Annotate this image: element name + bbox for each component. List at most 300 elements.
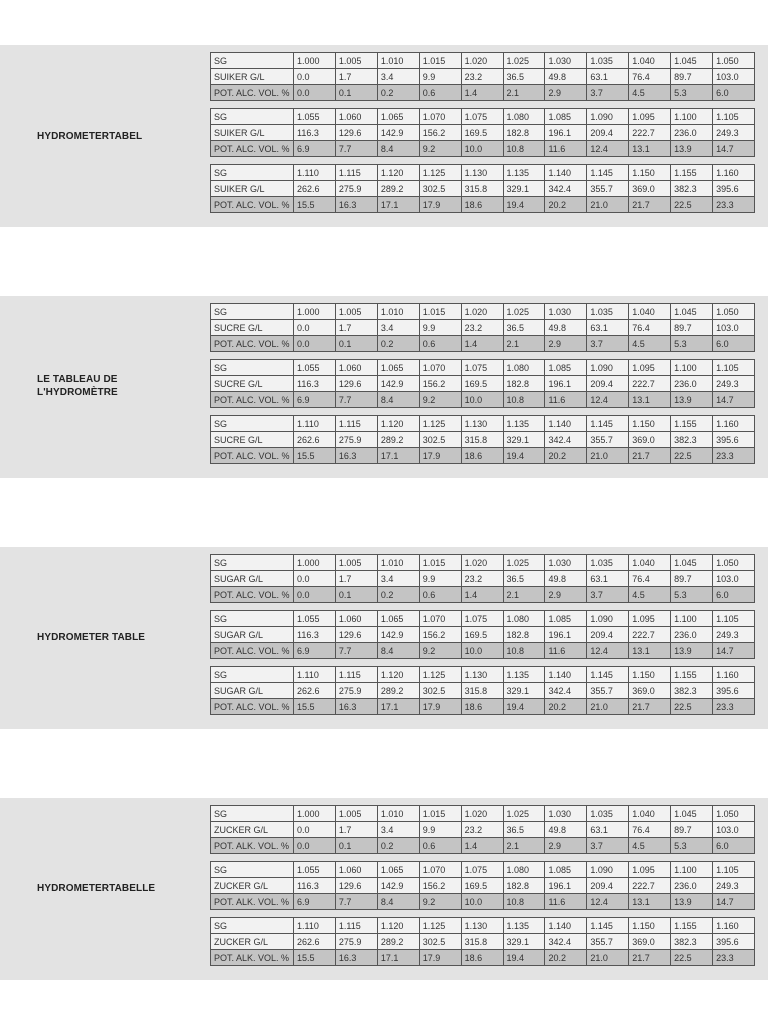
hydrometer-table [210,610,755,659]
row-label: POT. ALC. VOL. % [211,141,294,157]
table-cell: 0.6 [419,838,461,854]
table-cell: 2.1 [503,85,545,101]
table-cell: 222.7 [629,878,671,894]
table-cell: 63.1 [587,69,629,85]
table-cell: 36.5 [503,822,545,838]
table-cell: 1.150 [629,918,671,934]
hydrometer-table [210,164,755,213]
table-cell: 1.160 [713,165,755,181]
table-cell: 315.8 [461,432,503,448]
table-cell: 1.025 [503,53,545,69]
table-cell: 0.0 [294,336,336,352]
table-cell: 10.0 [461,894,503,910]
table-cell: 1.155 [671,165,713,181]
table-cell: 1.130 [461,918,503,934]
table-cell: 63.1 [587,571,629,587]
table-cell: 22.5 [671,699,713,715]
table-cell: 11.6 [545,894,587,910]
table-cell: 5.3 [671,336,713,352]
table-cell: 355.7 [587,181,629,197]
table-cell: 0.1 [335,838,377,854]
table-cell: 89.7 [671,320,713,336]
table-cell: 395.6 [713,181,755,197]
table-cell: 11.6 [545,392,587,408]
table-cell: 142.9 [377,878,419,894]
table-cell: 13.1 [629,392,671,408]
row-label: POT. ALC. VOL. % [211,197,294,213]
table-cell: 1.040 [629,555,671,571]
row-label: SUIKER G/L [211,181,294,197]
hydrometer-section [0,45,768,227]
table-cell: 1.125 [419,918,461,934]
table-cell: 6.0 [713,85,755,101]
table-cell: 1.145 [587,667,629,683]
row-label: POT. ALC. VOL. % [211,448,294,464]
table-cell: 1.100 [671,611,713,627]
table-cell: 1.135 [503,165,545,181]
table-cell: 3.4 [377,69,419,85]
table-cell: 302.5 [419,181,461,197]
table-cell: 1.080 [503,360,545,376]
table-cell: 19.4 [503,197,545,213]
table-cell: 1.130 [461,165,503,181]
table-cell: 1.7 [335,320,377,336]
table-cell: 315.8 [461,181,503,197]
table-cell: 1.020 [461,53,503,69]
table-cell: 1.130 [461,667,503,683]
table-cell: 0.0 [294,85,336,101]
row-label: SG [211,360,294,376]
table-cell: 15.5 [294,197,336,213]
table-cell: 182.8 [503,376,545,392]
row-label: SUGAR G/L [211,571,294,587]
table-cell: 20.2 [545,950,587,966]
table-cell: 156.2 [419,627,461,643]
table-cell: 10.0 [461,643,503,659]
table-cell: 18.6 [461,950,503,966]
table-cell: 10.8 [503,141,545,157]
table-cell: 1.135 [503,416,545,432]
table-cell: 209.4 [587,627,629,643]
table-cell: 1.140 [545,165,587,181]
table-cell: 21.7 [629,950,671,966]
table-cell: 22.5 [671,197,713,213]
table-cell: 342.4 [545,683,587,699]
table-cell: 1.070 [419,611,461,627]
table-cell: 0.0 [294,838,336,854]
table-cell: 21.0 [587,197,629,213]
sugar-row [211,822,755,838]
table-cell: 21.0 [587,950,629,966]
row-label: POT. ALC. VOL. % [211,85,294,101]
table-cell: 76.4 [629,571,671,587]
table-cell: 156.2 [419,878,461,894]
table-cell: 1.075 [461,611,503,627]
table-cell: 9.2 [419,392,461,408]
sugar-row [211,571,755,587]
table-cell: 21.7 [629,197,671,213]
table-cell: 19.4 [503,950,545,966]
sugar-row [211,181,755,197]
table-cell: 21.0 [587,699,629,715]
table-cell: 196.1 [545,627,587,643]
table-cell: 17.1 [377,950,419,966]
table-cell: 236.0 [671,376,713,392]
table-cell: 10.8 [503,643,545,659]
table-cell: 1.155 [671,918,713,934]
table-cell: 262.6 [294,934,336,950]
table-cell: 1.095 [629,109,671,125]
table-cell: 1.155 [671,416,713,432]
table-cell: 182.8 [503,627,545,643]
table-cell: 116.3 [294,878,336,894]
row-label: SUCRE G/L [211,320,294,336]
sugar-row [211,432,755,448]
table-cell: 13.9 [671,894,713,910]
table-cell: 1.145 [587,918,629,934]
table-cell: 3.7 [587,336,629,352]
row-label: SG [211,555,294,571]
sg-row [211,165,755,181]
table-cell: 0.1 [335,336,377,352]
table-cell: 1.110 [294,416,336,432]
table-cell: 355.7 [587,683,629,699]
table-cell: 0.0 [294,587,336,603]
table-cell: 17.1 [377,699,419,715]
table-cell: 1.135 [503,918,545,934]
table-cell: 1.000 [294,304,336,320]
table-cell: 1.130 [461,416,503,432]
table-cell: 63.1 [587,822,629,838]
table-cell: 1.065 [377,611,419,627]
table-cell: 1.140 [545,918,587,934]
table-cell: 1.015 [419,555,461,571]
table-cell: 289.2 [377,432,419,448]
table-cell: 10.8 [503,392,545,408]
table-cell: 14.7 [713,894,755,910]
sugar-row [211,125,755,141]
table-cell: 19.4 [503,699,545,715]
table-cell: 7.7 [335,141,377,157]
row-label: ZUCKER G/L [211,822,294,838]
table-cell: 1.140 [545,667,587,683]
table-cell: 1.090 [587,862,629,878]
table-cell: 1.020 [461,555,503,571]
table-cell: 342.4 [545,181,587,197]
section-title: HYDROMETER TABLE [37,632,146,643]
table-cell: 1.100 [671,360,713,376]
row-label: SUGAR G/L [211,683,294,699]
table-cell: 49.8 [545,69,587,85]
table-cell: 1.140 [545,416,587,432]
table-cell: 1.055 [294,862,336,878]
table-cell: 16.3 [335,448,377,464]
row-label: SUCRE G/L [211,376,294,392]
table-cell: 2.9 [545,587,587,603]
table-cell: 1.035 [587,555,629,571]
table-cell: 1.115 [335,416,377,432]
table-cell: 1.040 [629,53,671,69]
table-cell: 275.9 [335,934,377,950]
table-cell: 1.065 [377,109,419,125]
table-cell: 3.4 [377,822,419,838]
table-cell: 1.030 [545,53,587,69]
table-cell: 209.4 [587,878,629,894]
alcohol-row [211,141,755,157]
sugar-row [211,69,755,85]
alcohol-row [211,336,755,352]
row-label: SG [211,862,294,878]
table-cell: 63.1 [587,320,629,336]
table-cell: 1.020 [461,304,503,320]
table-cell: 1.040 [629,304,671,320]
table-cell: 1.4 [461,85,503,101]
sg-row [211,862,755,878]
table-cell: 196.1 [545,376,587,392]
table-cell: 36.5 [503,69,545,85]
table-cell: 275.9 [335,432,377,448]
table-cell: 5.3 [671,85,713,101]
alcohol-row [211,950,755,966]
table-cell: 0.6 [419,85,461,101]
table-cell: 7.7 [335,392,377,408]
table-cell: 1.135 [503,667,545,683]
table-cell: 156.2 [419,376,461,392]
hydrometer-section [0,798,768,980]
table-cell: 8.4 [377,392,419,408]
table-cell: 1.4 [461,587,503,603]
table-cell: 1.075 [461,360,503,376]
table-cell: 1.100 [671,109,713,125]
section-title: HYDROMETERTABEL [37,131,143,142]
table-cell: 4.5 [629,838,671,854]
table-cell: 0.2 [377,587,419,603]
hydrometer-table [210,917,755,966]
table-cell: 17.9 [419,950,461,966]
table-cell: 23.3 [713,950,755,966]
table-cell: 129.6 [335,376,377,392]
table-cell: 103.0 [713,571,755,587]
table-cell: 156.2 [419,125,461,141]
table-cell: 2.1 [503,336,545,352]
table-cell: 1.150 [629,165,671,181]
table-cell: 1.000 [294,806,336,822]
table-cell: 20.2 [545,197,587,213]
table-cell: 249.3 [713,376,755,392]
table-cell: 382.3 [671,181,713,197]
table-cell: 6.9 [294,894,336,910]
table-cell: 14.7 [713,141,755,157]
hydrometer-table [210,554,755,603]
table-cell: 1.075 [461,109,503,125]
table-cell: 315.8 [461,934,503,950]
table-cell: 1.145 [587,416,629,432]
table-cell: 17.9 [419,699,461,715]
table-cell: 1.070 [419,360,461,376]
table-cell: 49.8 [545,571,587,587]
table-cell: 0.0 [294,320,336,336]
table-cell: 6.9 [294,141,336,157]
table-cell: 7.7 [335,894,377,910]
table-cell: 3.7 [587,85,629,101]
table-cell: 2.9 [545,838,587,854]
table-cell: 1.095 [629,360,671,376]
table-cell: 17.9 [419,448,461,464]
table-cell: 262.6 [294,432,336,448]
table-cell: 1.7 [335,571,377,587]
table-cell: 36.5 [503,571,545,587]
table-cell: 129.6 [335,627,377,643]
table-cell: 2.9 [545,85,587,101]
table-cell: 89.7 [671,822,713,838]
sg-row [211,806,755,822]
row-label: POT. ALC. VOL. % [211,643,294,659]
table-cell: 249.3 [713,627,755,643]
table-cell: 1.125 [419,667,461,683]
table-cell: 14.7 [713,392,755,408]
row-label: SG [211,611,294,627]
table-cell: 2.1 [503,838,545,854]
table-cell: 1.050 [713,555,755,571]
table-cell: 89.7 [671,69,713,85]
table-cell: 11.6 [545,643,587,659]
table-cell: 169.5 [461,125,503,141]
table-cell: 10.0 [461,392,503,408]
table-cell: 0.2 [377,336,419,352]
table-cell: 1.155 [671,667,713,683]
table-cell: 222.7 [629,627,671,643]
table-cell: 23.2 [461,571,503,587]
table-cell: 169.5 [461,627,503,643]
table-cell: 1.120 [377,918,419,934]
table-cell: 9.2 [419,141,461,157]
alcohol-row [211,392,755,408]
table-cell: 18.6 [461,197,503,213]
table-cell: 23.3 [713,699,755,715]
table-cell: 17.1 [377,197,419,213]
table-cell: 0.0 [294,822,336,838]
table-cell: 103.0 [713,69,755,85]
table-cell: 8.4 [377,141,419,157]
table-cell: 142.9 [377,376,419,392]
table-cell: 20.2 [545,448,587,464]
table-cell: 1.110 [294,667,336,683]
table-cell: 2.1 [503,587,545,603]
table-cell: 1.075 [461,862,503,878]
table-cell: 12.4 [587,643,629,659]
table-cell: 16.3 [335,699,377,715]
table-cell: 1.040 [629,806,671,822]
table-cell: 6.0 [713,587,755,603]
table-cell: 1.115 [335,165,377,181]
table-cell: 1.090 [587,109,629,125]
row-label: SG [211,416,294,432]
table-cell: 302.5 [419,934,461,950]
table-cell: 18.6 [461,699,503,715]
table-cell: 3.7 [587,838,629,854]
table-cell: 15.5 [294,950,336,966]
table-cell: 1.005 [335,555,377,571]
table-cell: 1.030 [545,806,587,822]
row-label: SG [211,918,294,934]
table-cell: 1.010 [377,304,419,320]
sugar-row [211,878,755,894]
row-label: SG [211,667,294,683]
table-cell: 116.3 [294,376,336,392]
row-label: SUCRE G/L [211,432,294,448]
table-cell: 249.3 [713,125,755,141]
sg-row [211,109,755,125]
table-cell: 15.5 [294,699,336,715]
table-cell: 9.2 [419,643,461,659]
table-cell: 342.4 [545,432,587,448]
table-cell: 6.9 [294,392,336,408]
table-cell: 1.090 [587,360,629,376]
table-cell: 13.1 [629,643,671,659]
table-cell: 1.045 [671,53,713,69]
table-cell: 196.1 [545,125,587,141]
sugar-row [211,376,755,392]
table-cell: 1.015 [419,53,461,69]
table-cell: 89.7 [671,571,713,587]
hydrometer-table [210,666,755,715]
table-cell: 1.005 [335,806,377,822]
table-cell: 9.9 [419,69,461,85]
table-cell: 17.9 [419,197,461,213]
table-cell: 0.2 [377,85,419,101]
table-cell: 1.035 [587,806,629,822]
table-cell: 1.045 [671,806,713,822]
table-cell: 369.0 [629,181,671,197]
table-cell: 1.085 [545,862,587,878]
table-cell: 275.9 [335,181,377,197]
table-cell: 129.6 [335,878,377,894]
table-cell: 0.0 [294,571,336,587]
table-cell: 1.060 [335,360,377,376]
table-cell: 329.1 [503,181,545,197]
table-cell: 1.045 [671,304,713,320]
table-cell: 7.7 [335,643,377,659]
table-cell: 249.3 [713,878,755,894]
table-cell: 0.2 [377,838,419,854]
table-cell: 16.3 [335,197,377,213]
table-cell: 103.0 [713,822,755,838]
table-cell: 1.025 [503,806,545,822]
table-cell: 18.6 [461,448,503,464]
table-cell: 1.120 [377,667,419,683]
table-cell: 395.6 [713,432,755,448]
table-cell: 0.6 [419,587,461,603]
table-cell: 103.0 [713,320,755,336]
table-cell: 0.0 [294,69,336,85]
table-cell: 1.150 [629,667,671,683]
table-cell: 1.050 [713,304,755,320]
table-cell: 1.005 [335,304,377,320]
table-cell: 315.8 [461,683,503,699]
table-cell: 289.2 [377,683,419,699]
table-cell: 236.0 [671,627,713,643]
table-cell: 13.1 [629,894,671,910]
table-cell: 1.005 [335,53,377,69]
hydrometer-table [210,52,755,101]
table-cell: 142.9 [377,627,419,643]
table-cell: 1.085 [545,360,587,376]
section-title: HYDROMETERTABELLE [37,883,156,894]
sg-row [211,360,755,376]
table-cell: 4.5 [629,587,671,603]
sugar-row [211,320,755,336]
table-cell: 17.1 [377,448,419,464]
